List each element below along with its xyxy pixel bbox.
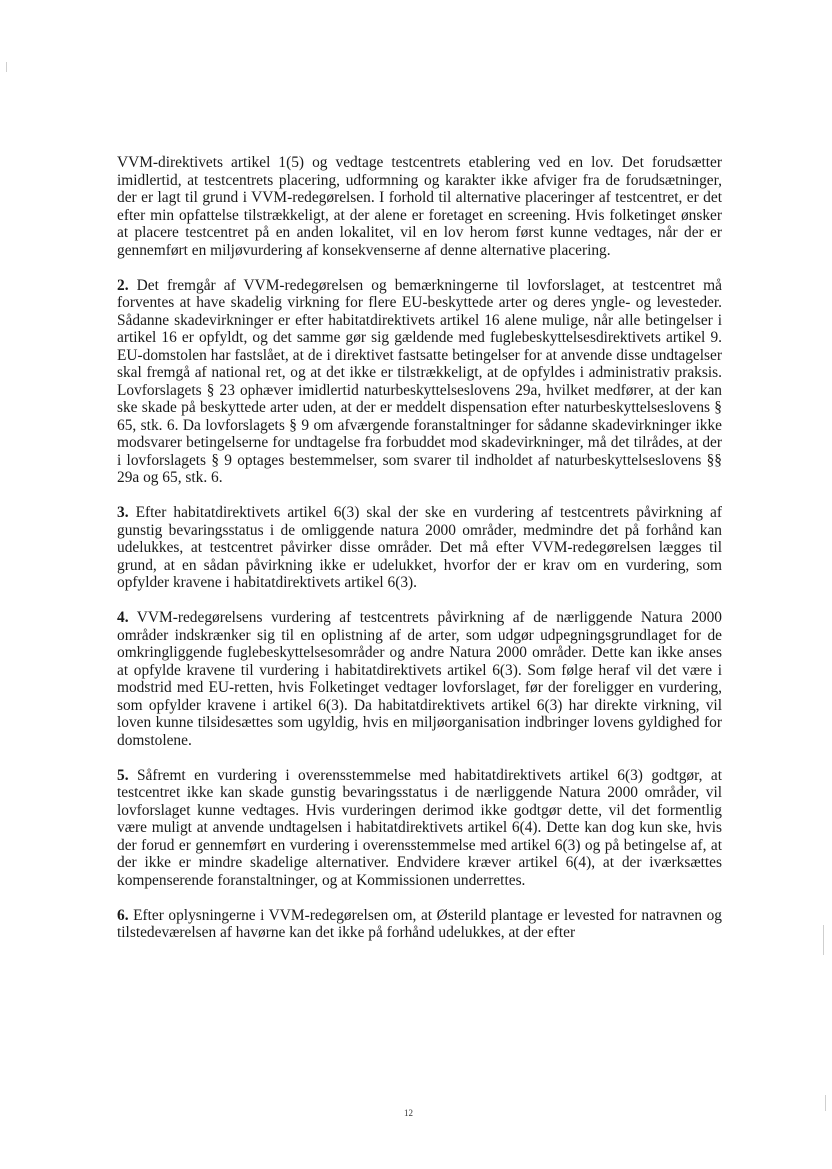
paragraph-text: Såfremt en vurdering i overensstemmelse med habitatdirektivets artikel 6(3) godtgør, at testcentret ikke kan skade gunstig bevaringsstatus i de nærliggende Natura 2000 områder, vil lovforslaget kunne vedtages. Hvis vurderingen derimod ikke godtgør dette, vil det formentlig være muligt at anvende undtagelsen i habitatdirektivets artikel 6(4). Dette kan dog kun ske, hvis der forud er gennemført en vurdering i overensstemmelse med artikel 6(3) og på betingelse af, at der ikke er mindre skadelige alternativer. Endvidere kræver artikel 6(4), at der iværksættes kompenserende foranstaltninger, og at Kommissionen underrettes. xyxy=(117,766,722,889)
paragraph-4 xyxy=(117,609,722,749)
paragraph-text: Det fremgår af VVM-redegørelsen og bemærkningerne til lovforslaget, at testcentret må forventes at have skadelig virkning for flere EU-beskyttede arter og deres yngle- og levesteder. Sådanne skadevirkninger er efter habitatdirektivets artikel 16 alene mulige, når alle betingelser i artikel 16 er opfyldt, og det samme gør sig gældende med fuglebeskyttelsesdirektivets artikel 9. EU-domstolen har fastslået, at de i direktivet fastsatte betingelser for at anvende disse undtagelser skal fremgå af national ret, og at det ikke er tilstrækkeligt, at de opfyldes i administrativ praksis. Lovforslagets § 23 ophæver imidlertid naturbeskyttelseslovens 29a, hvilket medfører, at der kan ske skade på beskyttede arter uden, at der er meddelt dispensation efter naturbeskyttelseslovens § 65, stk. 6. Da lovforslagets § 9 om afværgende foranstaltninger for sådanne skadevirkninger ikke modsvarer betingelserne for undtagelse fra forbuddet mod skadevirkninger, må det tilrådes, at der i lovforslagets § 9 optages bestemmelser, som svarer til indholdet af naturbeskyttelseslovens §§ 29a og 65, stk. 6. xyxy=(117,276,722,486)
paragraph-number: 2. xyxy=(117,276,129,294)
paragraph-number: 6. xyxy=(117,906,129,924)
paragraph-text: Efter habitatdirektivets artikel 6(3) skal der ske en vurdering af testcentrets påvirkning af gunstig bevaringsstatus i de omliggende natura 2000 områder, medmindre det på forhånd kan udelukkes, at testcentret påvirker disse områder. Det må efter VVM-redegørelsen lægges til grund, at en sådan påvirkning ikke er udelukket, hvorfor der er krav om en vurdering, som opfylder kravene i habitatdirektivets artikel 6(3). xyxy=(117,504,722,591)
intro-paragraph: VVM-direktivets artikel 1(5) og vedtage testcentrets etablering ved en lov. Det forudsætter imidlertid, at testcentrets placering, udformning og karakter ikke afviger fra de forudsætninger, der er lagt til grund i VVM-redegørelsen. I forhold til alternative placeringer af testcentret, er det efter min opfattelse tilstrækkeligt, at der alene er foretaget en screening. Hvis folketinget ønsker at placere testcentret på en anden lokalitet, vil en lov herom først kunne vedtages, når der er gennemført en miljøvurdering af konsekvenserne af denne alternative placering. xyxy=(117,154,722,259)
paragraph-text: Efter oplysningerne i VVM-redegørelsen om, at Østerild plantage er levested for natravnen og tilstedeværelsen af havørne kan det ikke på forhånd udelukkes, at der efter xyxy=(117,906,722,941)
paragraph-2 xyxy=(117,277,722,487)
scan-artifact-left xyxy=(6,62,7,72)
page-number: 12 xyxy=(404,1108,413,1118)
paragraph-number: 3. xyxy=(117,504,129,521)
paragraph-5 xyxy=(117,767,722,890)
paragraph-number: 4. xyxy=(117,609,129,626)
paragraph-6 xyxy=(117,907,722,942)
document-body xyxy=(117,154,722,959)
paragraph-3 xyxy=(117,504,722,592)
scan-artifact-right-2 xyxy=(825,1095,826,1111)
paragraph-text: VVM-redegørelsens vurdering af testcentrets påvirkning af de nærliggende Natura 2000 områder indskrænker sig til en oplistning af de arter, som udgør udpegningsgrundlaget for de omkringliggende fuglebeskyttelsesområder og andre Natura 2000 områder. Dette kan ikke anses at opfylde kravene til vurdering i habitatdirektivets artikel 6(3). Som følge heraf vil det være i modstrid med EU-retten, hvis Folketinget vedtager lovforslaget, før der foreligger en vurdering, som opfylder kravene i artikel 6(3). Da habitatdirektivets artikel 6(3) har direkte virkning, vil loven kunne tilsidesættes som ugyldig, hvis en miljøorganisation indbringer lovens gyldighed for domstolene. xyxy=(117,609,722,749)
paragraph-number: 5. xyxy=(117,766,129,784)
scan-artifact-right-1 xyxy=(823,925,824,955)
